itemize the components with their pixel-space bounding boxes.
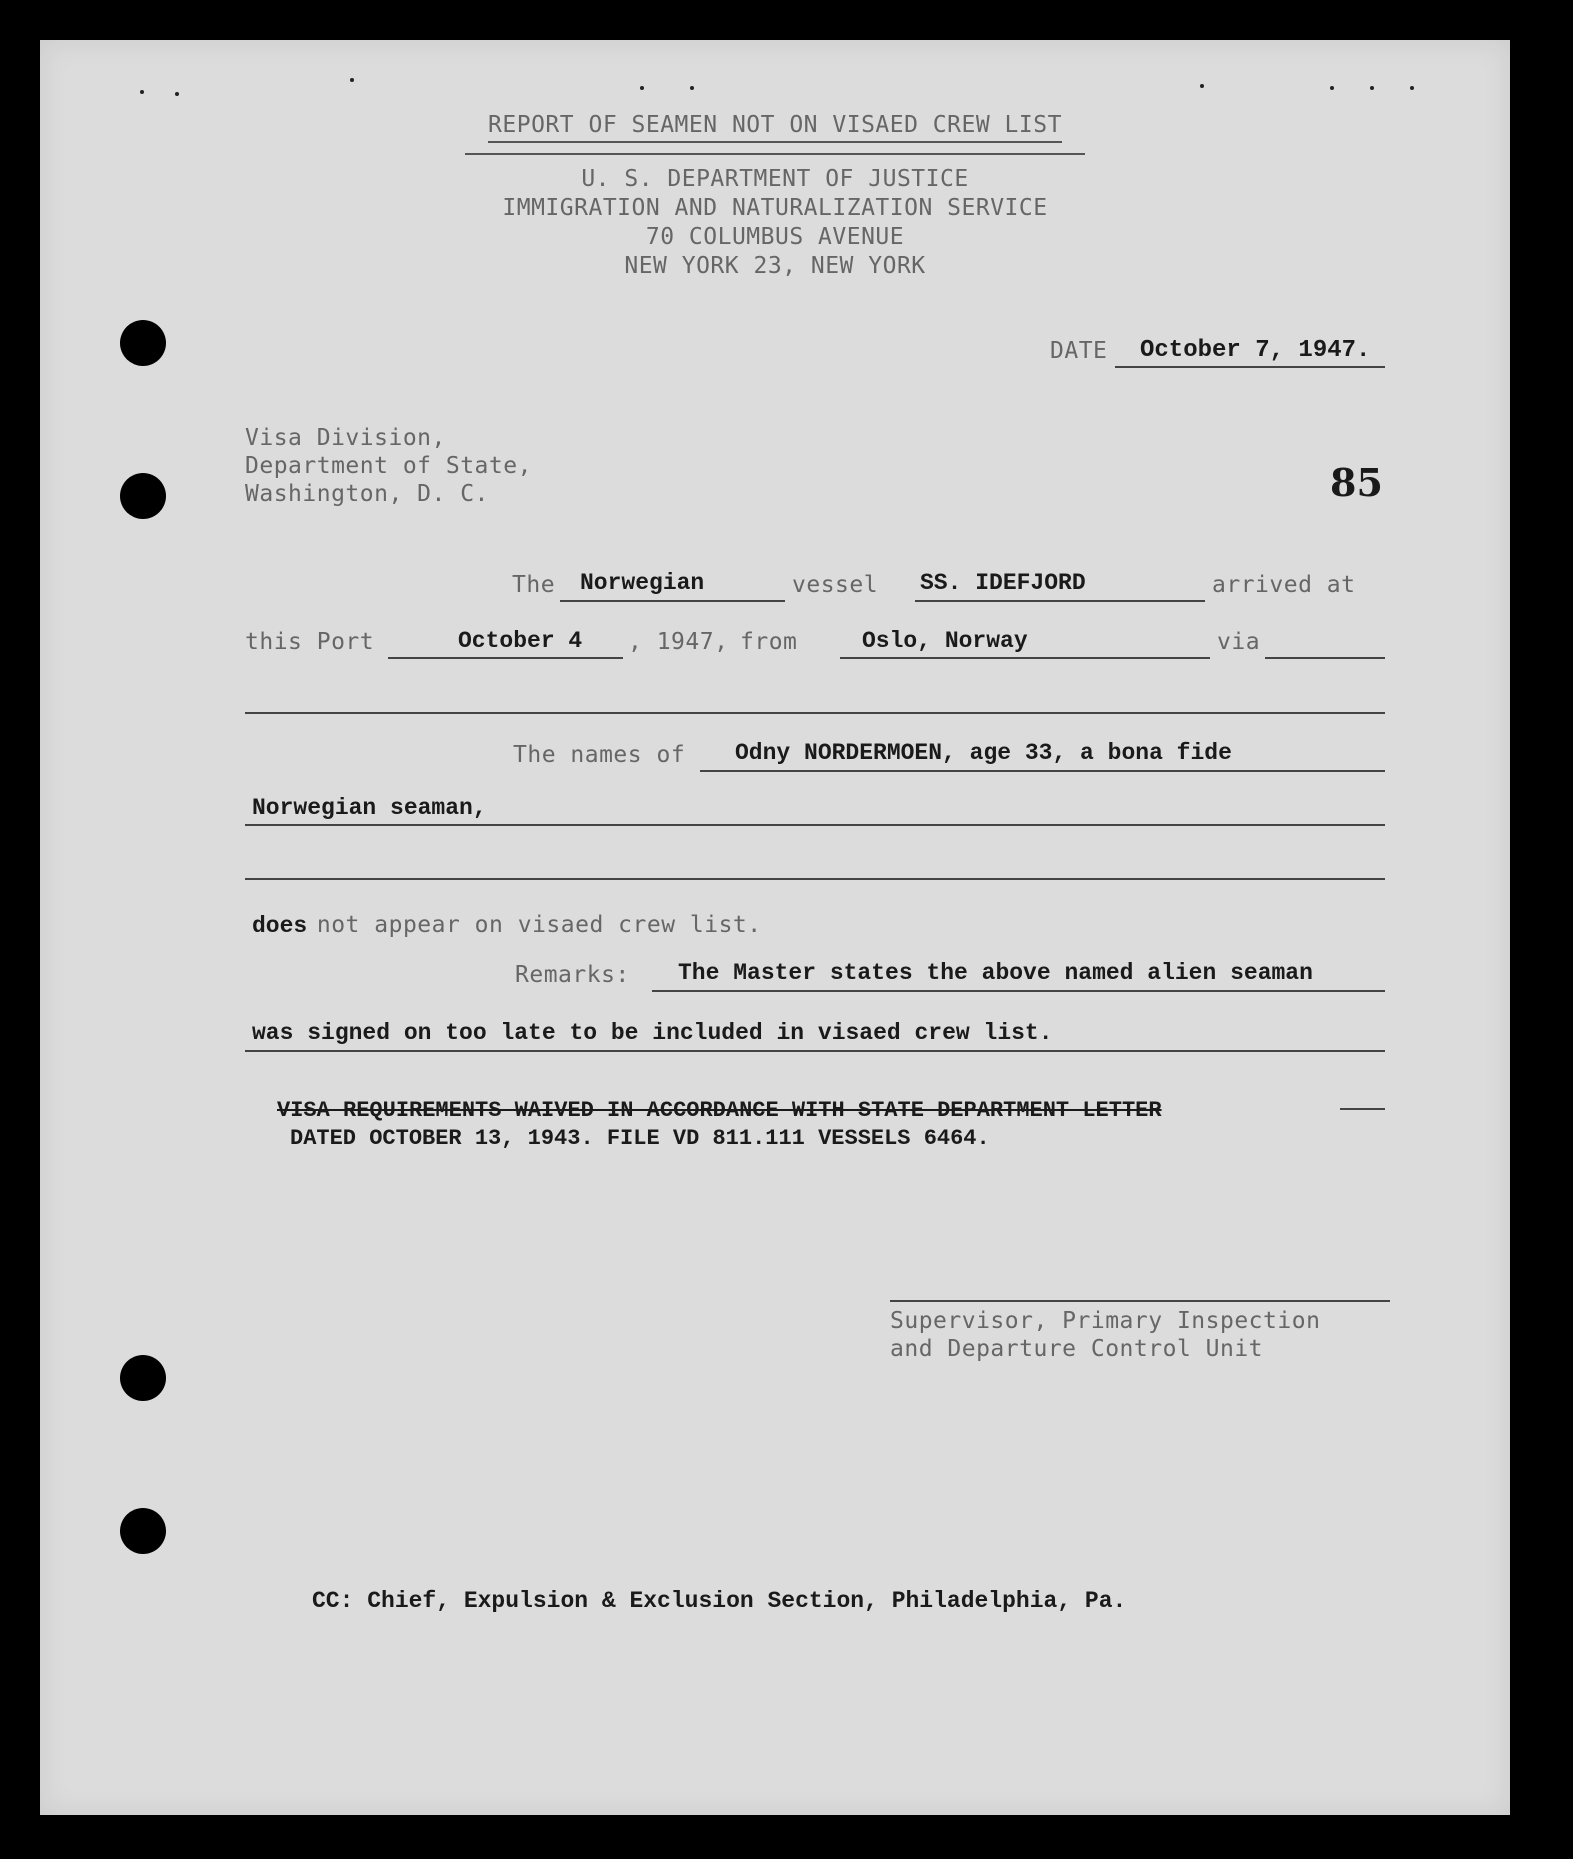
date-rule — [1115, 366, 1385, 368]
from-value: Oslo, Norway — [862, 628, 1028, 654]
remarks-rule-2 — [245, 1050, 1385, 1052]
signature-title-line2: and Departure Control Unit — [890, 1336, 1264, 1362]
appear-text: not appear on visaed crew list. — [316, 912, 762, 938]
vessel-name-rule — [915, 600, 1205, 602]
vessel-name: SS. IDEFJORD — [920, 570, 1086, 596]
document-page — [40, 40, 1510, 1815]
speck — [690, 86, 694, 90]
arrived-label: arrived at — [1212, 572, 1356, 598]
agency-line: NEW YORK 23, NEW YORK — [624, 253, 926, 279]
port-label: this Port — [245, 629, 375, 655]
vessel-prefix: The — [512, 572, 556, 598]
speck — [175, 92, 179, 96]
report-title-wrap — [40, 112, 1510, 143]
speck — [640, 86, 644, 90]
report-title: REPORT OF SEAMEN NOT ON VISAED CREW LIST — [488, 112, 1062, 143]
via-label: via — [1217, 629, 1261, 655]
agency-line: IMMIGRATION AND NATURALIZATION SERVICE — [502, 195, 1048, 221]
addressee-line: Washington, D. C. — [245, 481, 489, 507]
via-rule — [1265, 657, 1385, 659]
waiver-line1: VISA REQUIREMENTS WAIVED IN ACCORDANCE WITH STATE DEPARTMENT LETTER — [277, 1098, 1162, 1123]
appear-line — [252, 912, 762, 939]
remarks-line2: was signed on too late to be included in visaed crew list. — [252, 1020, 1053, 1046]
speck — [1330, 86, 1334, 90]
names-rule-1 — [700, 770, 1385, 772]
arrival-year: , 1947, — [628, 629, 729, 655]
cc-line: CC: Chief, Expulsion & Exclusion Section, Philadelphia, Pa. — [312, 1588, 1127, 1614]
from-rule — [840, 657, 1210, 659]
report-title-double-underline — [40, 140, 1510, 159]
names-rule-3 — [245, 878, 1385, 880]
remarks-label: Remarks: — [515, 962, 630, 988]
vessel-nationality: Norwegian — [580, 570, 705, 596]
waiver-line2: DATED OCTOBER 13, 1943. FILE VD 811.111 VESSELS 6464. — [290, 1126, 990, 1151]
speck — [1410, 86, 1414, 90]
speck — [350, 78, 354, 82]
signature-title-line1: Supervisor, Primary Inspection — [890, 1308, 1321, 1334]
waiver-rule-tail — [1340, 1108, 1385, 1110]
speck — [1370, 86, 1374, 90]
from-label: from — [740, 629, 798, 655]
punch-hole — [120, 320, 166, 366]
document-number: 85 — [1330, 460, 1383, 505]
names-value-line2: Norwegian seaman, — [252, 795, 487, 821]
addressee-line: Department of State, — [245, 453, 532, 479]
punch-hole — [120, 1355, 166, 1401]
arrival-date-rule — [388, 657, 623, 659]
punch-hole — [120, 1508, 166, 1554]
date-value: October 7, 1947. — [1140, 337, 1371, 364]
title-underline — [465, 153, 1085, 155]
remarks-line1: The Master states the above named alien seaman — [678, 960, 1313, 986]
speck — [140, 90, 144, 94]
arrival-date: October 4 — [458, 628, 583, 654]
signature-rule — [890, 1300, 1390, 1302]
names-label: The names of — [513, 742, 686, 768]
vessel-label: vessel — [792, 572, 879, 598]
names-value-line1: Odny NORDERMOEN, age 33, a bona fide — [735, 740, 1232, 766]
speck — [1200, 84, 1204, 88]
agency-line: 70 COLUMBUS AVENUE — [645, 224, 905, 250]
date-label: DATE — [1050, 338, 1108, 364]
agency-line: U. S. DEPARTMENT OF JUSTICE — [581, 166, 969, 192]
punch-hole — [120, 473, 166, 519]
names-rule-2 — [245, 824, 1385, 826]
blank-rule — [245, 712, 1385, 714]
remarks-rule-1 — [652, 990, 1385, 992]
nationality-rule — [560, 600, 785, 602]
appear-verb: does — [252, 913, 308, 939]
addressee-line: Visa Division, — [245, 425, 446, 451]
